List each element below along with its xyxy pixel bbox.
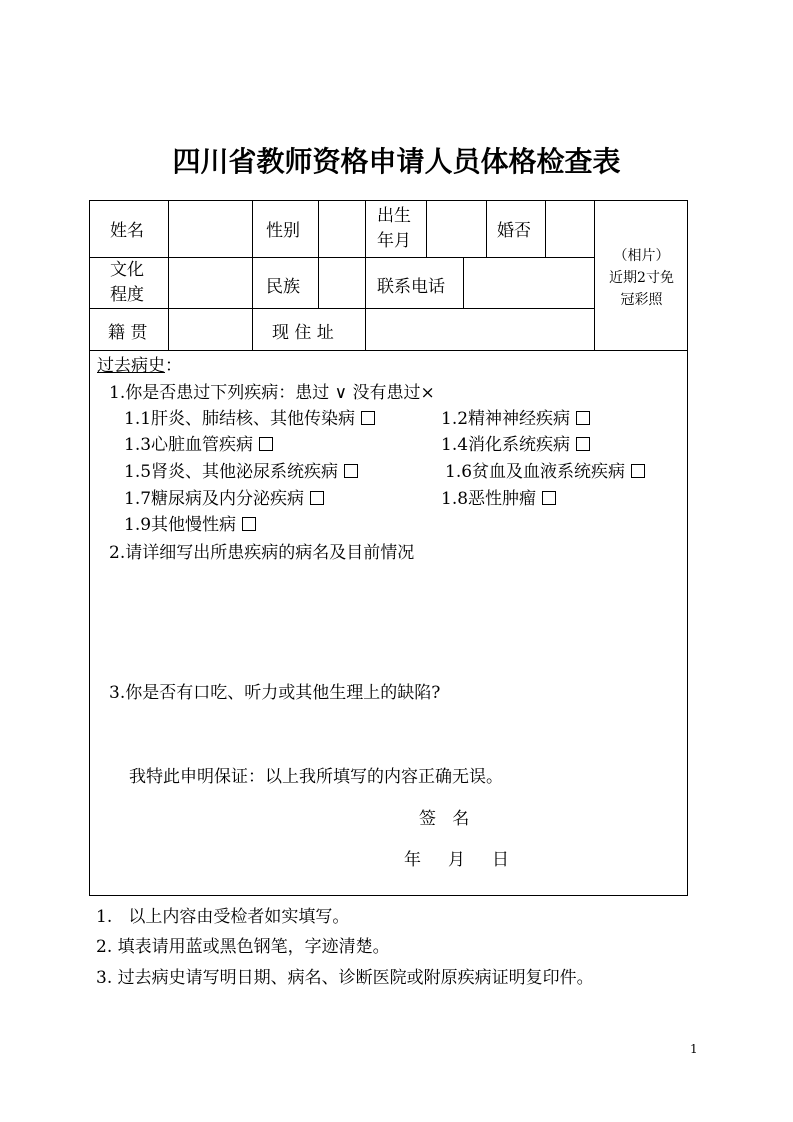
col-divider [365,201,366,351]
health-form [89,200,688,896]
checkbox[interactable] [576,437,590,451]
checkbox[interactable] [344,464,358,478]
col-divider [545,201,546,258]
page-number: 1 [690,1042,698,1056]
disease-item: 1.5肾炎、其他泌尿系统疾病 [124,460,358,484]
declaration-text: 我特此申明保证：以上我所填写的内容正确无误。 [129,767,503,787]
disease-item: 1.2精神神经疾病 [441,407,590,431]
gender-label: 性别 [266,221,300,241]
checkbox[interactable] [242,517,256,531]
question-2: 2.请详细写出所患疾病的病名及目前情况 [109,543,415,563]
date-label: 年 月 日 [404,850,510,870]
question-3: 3.你是否有口吃、听力或其他生理上的缺陷? [109,683,441,703]
education-label: 文化 程度 [110,260,144,305]
disease-item: 1.1肝炎、肺结核、其他传染病 [124,407,375,431]
col-divider [463,257,464,308]
disease-item: 1.6贫血及血液系统疾病 [445,460,645,484]
name-label: 姓名 [110,221,144,241]
note-item: 3. 过去病史请写明日期、病名、诊断医院或附原疾病证明复印件。 [96,968,594,988]
row-divider-2 [90,308,595,309]
disease-item: 1.8恶性肿瘤 [441,487,556,511]
marital-label: 婚否 [497,221,531,241]
row-divider-3 [90,350,688,351]
signature-label: 签 名 [419,809,470,829]
question-1: 1.你是否患过下列疾病：患过 ∨ 没有患过× [109,383,435,403]
checkbox[interactable] [361,411,375,425]
checkbox[interactable] [259,437,273,451]
birth-label: 出生 年月 [377,206,411,251]
note-item: 1. 以上内容由受检者如实填写。 [96,907,350,927]
history-heading: 过去病史： [97,356,182,376]
checkbox[interactable] [542,491,556,505]
ethnicity-label: 民族 [266,277,300,297]
address-label: 现 住 址 [272,323,334,343]
disease-item: 1.9其他慢性病 [124,513,256,537]
disease-item: 1.3心脏血管疾病 [124,433,273,457]
disease-item: 1.7糖尿病及内分泌疾病 [124,487,324,511]
col-divider [252,201,253,351]
col-divider [318,201,319,308]
row-divider-1 [90,257,595,258]
checkbox[interactable] [631,464,645,478]
native-place-label: 籍 贯 [108,323,148,343]
col-divider [486,201,487,258]
checkbox[interactable] [576,411,590,425]
col-divider [426,201,427,258]
photo-placeholder: （相片） 近期2寸免 冠彩照 [609,248,674,308]
checkbox[interactable] [310,491,324,505]
page-title: 四川省教师资格申请人员体格检查表 [172,145,621,178]
disease-item: 1.4消化系统疾病 [441,433,590,457]
note-item: 2. 填表请用蓝或黑色钢笔，字迹清楚。 [96,937,390,957]
phone-label: 联系电话 [377,277,445,297]
col-divider [168,201,169,351]
